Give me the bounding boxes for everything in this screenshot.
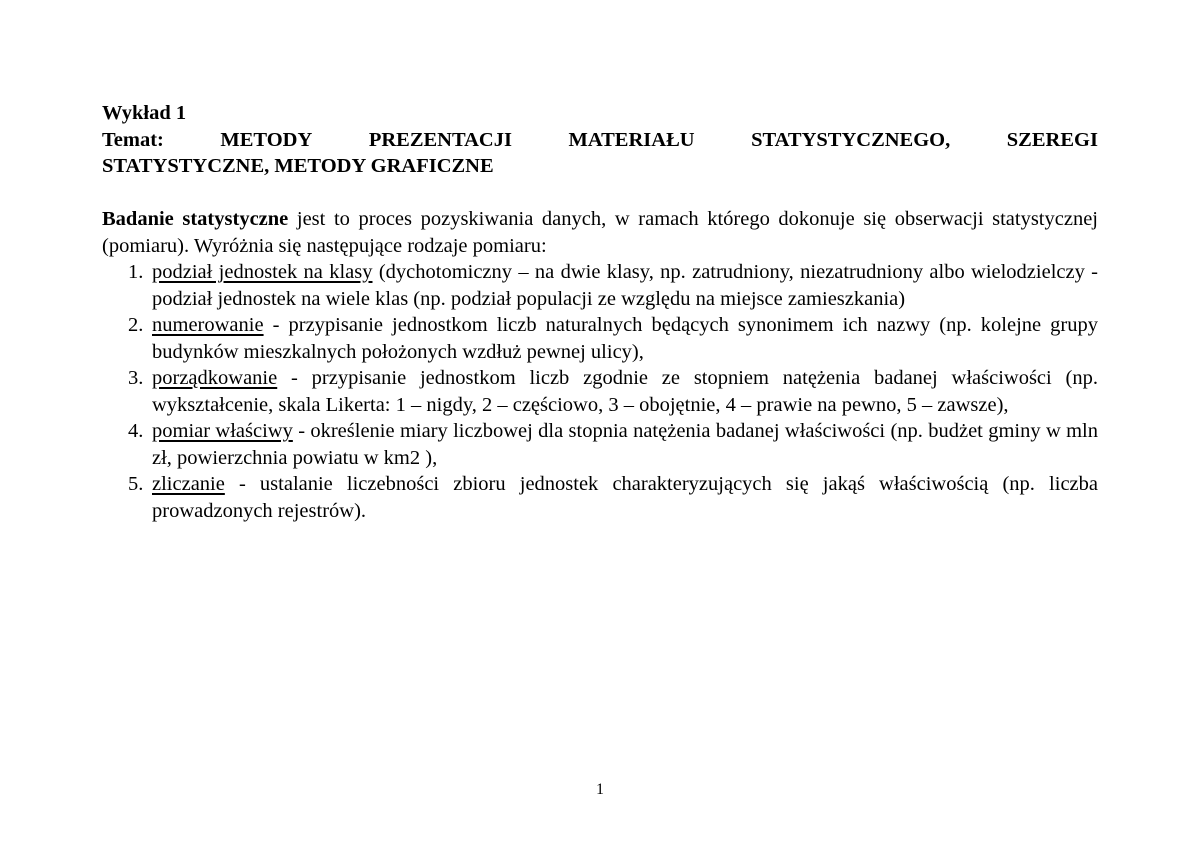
- page-content: [102, 100, 1098, 524]
- list-item-text: - przypisanie jednostkom liczb naturalnych będących synonimem ich nazwy (np. kolejne grupy budynków mieszkalnych położonych wzdłuż pewnej ulicy),: [152, 314, 1098, 363]
- topic-word: METODY: [220, 128, 313, 151]
- list-item-term: porządkowanie: [152, 367, 278, 389]
- list-item-number: 1.: [128, 261, 144, 283]
- list-item-number: 4.: [128, 420, 144, 442]
- list-item: [102, 259, 1098, 312]
- list-item-text: (dychotomiczny – na dwie klasy, np. zatrudniony, niezatrudniony albo wielodzielczy - podział jednostek na wiele klas (np. podział populacji ze względu na miejsce zamieszkania): [152, 261, 1098, 310]
- topic-line-1: [102, 127, 1098, 154]
- list-item-term: numerowanie: [152, 314, 264, 336]
- topic-word: PREZENTACJI: [368, 128, 512, 151]
- list-item: [102, 365, 1098, 418]
- list-item-term: pomiar właściwy: [152, 420, 293, 442]
- list-item-number: 3.: [128, 367, 144, 389]
- list-item-term: zliczanie: [152, 473, 225, 495]
- list-item-text: - ustalanie liczebności zbioru jednostek charakteryzujących się jakąś właściwością (np. liczba prowadzonych rejestrów).: [152, 473, 1098, 522]
- intro-text: jest to proces pozyskiwania danych, w ramach którego dokonuje się obserwacji statystycznej (pomiaru). Wyróżnia się następujące rodzaje pomiaru:: [102, 208, 1098, 257]
- list-item: [102, 471, 1098, 524]
- list-item-term: podział jednostek na klasy: [152, 261, 373, 283]
- list-item-text: - przypisanie jednostkom liczb zgodnie ze stopniem natężenia badanej właściwości (np. wykształcenie, skala Likerta: 1 – nigdy, 2 – częściowo, 3 – obojętnie, 4 – prawie na pewno, 5 – zawsze),: [152, 367, 1098, 416]
- topic-word: STATYSTYCZNEGO,: [751, 128, 951, 151]
- topic-word: MATERIAŁU: [568, 128, 695, 151]
- list-item-number: 5.: [128, 473, 144, 495]
- list-item: [102, 418, 1098, 471]
- topic-label: Temat:: [102, 128, 164, 151]
- measurement-types-list: [102, 259, 1098, 524]
- topic-word: SZEREGI: [1006, 128, 1098, 151]
- list-item-text: - określenie miary liczbowej dla stopnia natężenia badanej właściwości (np. budżet gminy w mln zł, powierzchnia powiatu w km2 ),: [152, 420, 1098, 469]
- intro-bold-term: Badanie statystyczne: [102, 208, 289, 230]
- intro-paragraph: [102, 206, 1098, 259]
- topic-line-2: STATYSTYCZNE, METODY GRAFICZNE: [102, 155, 494, 177]
- list-item: [102, 312, 1098, 365]
- page-number: 1: [596, 781, 604, 798]
- list-item-number: 2.: [128, 314, 144, 336]
- lecture-heading: Wykład 1: [102, 102, 187, 124]
